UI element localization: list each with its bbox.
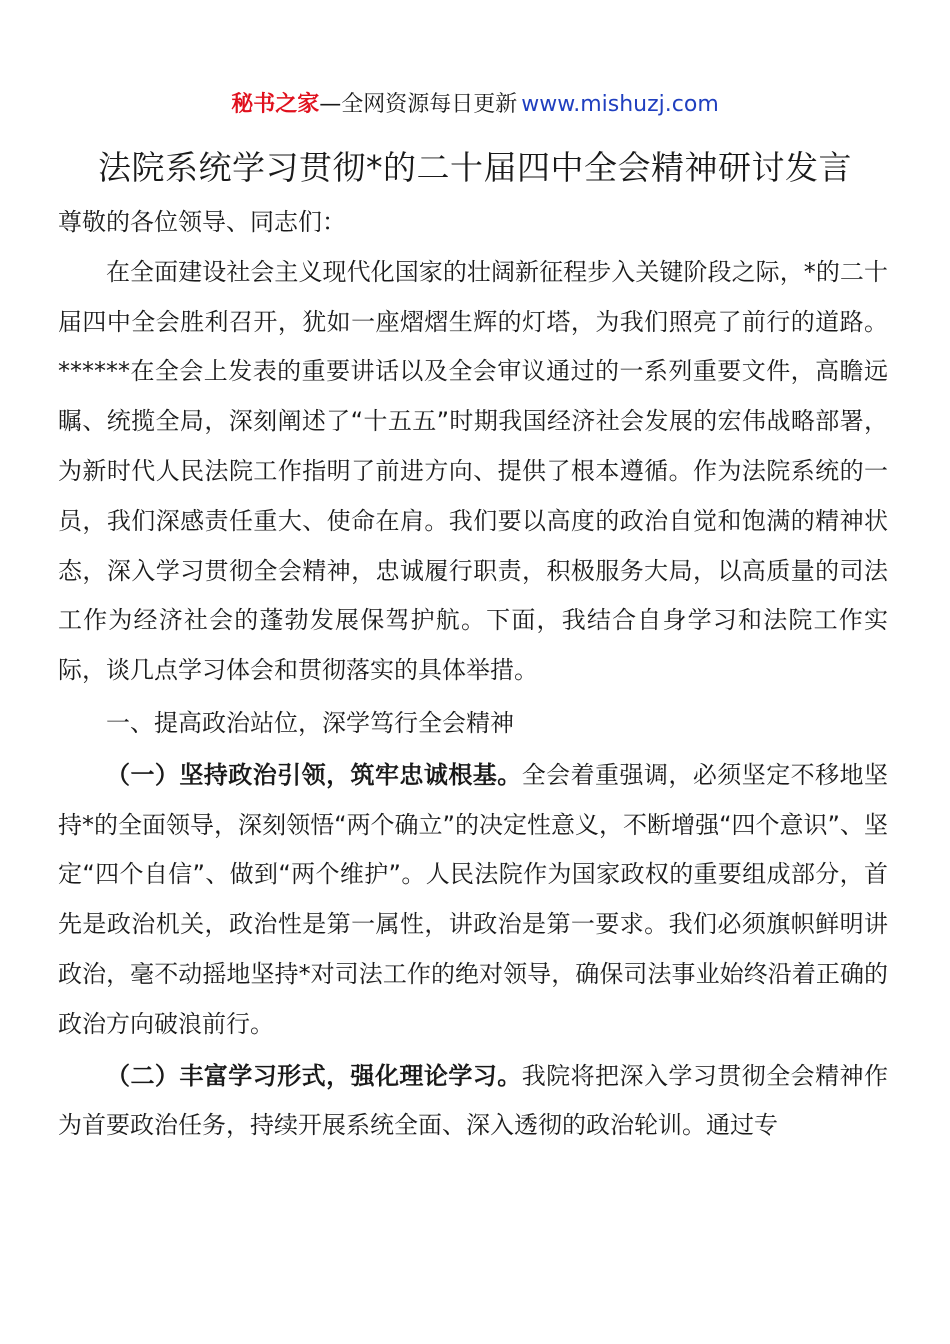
subsection-1-paragraph: [58, 751, 888, 1050]
subsection-1-heading: （一）坚持政治引领，筑牢忠诚根基。: [106, 760, 522, 789]
subsection-2-text: 我院将把深入学习贯彻全会精神作为首要政治任务，持续开展系统全面、深入透彻的政治轮训。通过专: [58, 1061, 889, 1140]
document-title: 法院系统学习贯彻*的二十届四中全会精神研讨发言: [98, 148, 852, 187]
section-heading-1: 一、提高政治站位，深学笃行全会精神: [106, 708, 514, 737]
document-body: [58, 198, 888, 1151]
site-url-link[interactable]: www.mishuzj.com: [521, 92, 719, 117]
intro-paragraph: 在全面建设社会主义现代化国家的壮阔新征程步入关键阶段之际，*的二十届四中全会胜利召开，犹如一座熠熠生辉的灯塔，为我们照亮了前行的道路。******在全会上发表的重要讲话以及全会审议通过的一系列重要文件，高瞻远瞩、统揽全局，深刻阐述了“十五五”时期我国经济社会发展的宏伟战略部署，为新时代人民法院工作指明了前进方向、提供了根本遵循。作为法院系统的一员，我们深感责任重大、使命在肩。我们要以高度的政治自觉和饱满的精神状态，深入学习贯彻全会精神，忠诚履行职责，积极服务大局，以高质量的司法工作为经济社会的蓬勃发展保驾护航。下面，我结合自身学习和法院工作实际，谈几点学习体会和贯彻落实的具体举措。: [58, 257, 888, 685]
brand-name: 秘书之家: [231, 92, 320, 117]
subsection-2-heading: （二）丰富学习形式，强化理论学习。: [106, 1061, 522, 1090]
salutation: 尊敬的各位领导、同志们：: [58, 208, 346, 236]
subsection-1-text: 全会着重强调，必须坚定不移地坚持*的全面领导，深刻领悟“两个确立”的决定性意义，不断增强“四个意识”、坚定“四个自信”、做到“两个维护”。人民法院作为国家政权的重要组成部分，首先是政治机关，政治性是第一属性，讲政治是第一要求。我们必须旗帜鲜明讲政治，毫不动摇地坚持*对司法工作的绝对领导，确保司法事业始终沿着正确的政治方向破浪前行。: [58, 760, 889, 1038]
subsection-2-paragraph: [58, 1052, 888, 1152]
header-tagline: —全网资源每日更新: [319, 92, 518, 117]
site-header: [0, 88, 950, 122]
